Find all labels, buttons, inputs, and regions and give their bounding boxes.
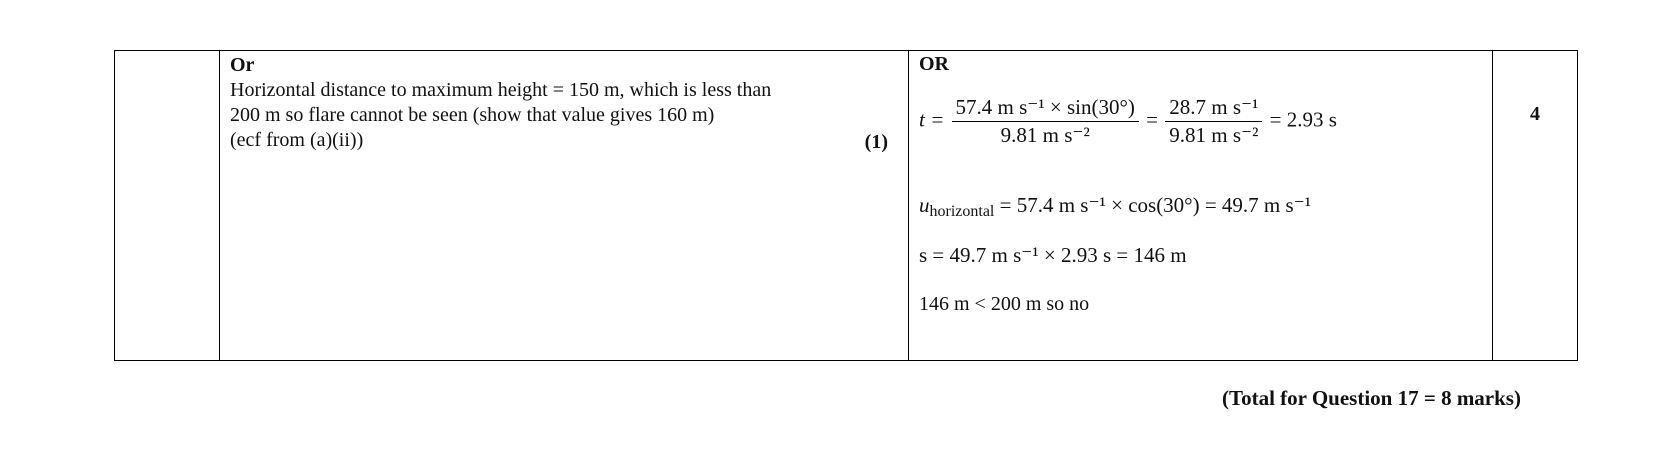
answer-line-2: 200 m so flare cannot be seen (show that value gives 160 m): [230, 104, 715, 126]
horizontal-velocity-equation: [919, 193, 1311, 221]
answer-text: [230, 53, 771, 153]
additional-guidance-cell: [909, 51, 1493, 361]
fraction-2-denominator: 9.81 m s⁻²: [1169, 123, 1259, 147]
fraction-1-numerator: 57.4 m s⁻¹ × sin(30°): [952, 95, 1139, 122]
fraction-2-numerator: 28.7 m s⁻¹: [1165, 95, 1262, 122]
u-subscript: horizontal: [929, 203, 995, 220]
fraction-2: [1165, 95, 1262, 148]
marks-value: 4: [1530, 103, 1540, 125]
answer-line-1: Horizontal distance to maximum height = 150 m, which is less than: [230, 79, 772, 101]
answer-line-3: (ecf from (a)(ii)): [230, 129, 364, 151]
u-symbol: u: [919, 193, 930, 217]
guidance-heading: OR: [919, 53, 949, 75]
question-total: (Total for Question 17 = 8 marks): [1222, 386, 1521, 410]
question-number-cell: [115, 51, 220, 361]
fraction-1: [952, 95, 1139, 148]
equals-sign: =: [1146, 107, 1158, 132]
answer-cell: [220, 51, 909, 361]
table-row: [115, 51, 1578, 361]
distance-equation: s = 49.7 m s⁻¹ × 2.93 s = 146 m: [919, 243, 1187, 267]
answer-mark: (1): [864, 131, 888, 153]
horizontal-velocity-rhs: = 57.4 m s⁻¹ × cos(30°) = 49.7 m s⁻¹: [994, 193, 1312, 217]
marks-cell: [1493, 51, 1578, 361]
time-equation: [919, 95, 1337, 148]
answer-heading: Or: [230, 54, 255, 76]
time-lhs: t =: [919, 107, 945, 132]
comparison-statement: 146 m < 200 m so no: [919, 293, 1090, 315]
time-result: = 2.93 s: [1269, 107, 1337, 132]
mark-scheme-table: [114, 50, 1578, 361]
fraction-1-denominator: 9.81 m s⁻²: [1000, 123, 1090, 147]
